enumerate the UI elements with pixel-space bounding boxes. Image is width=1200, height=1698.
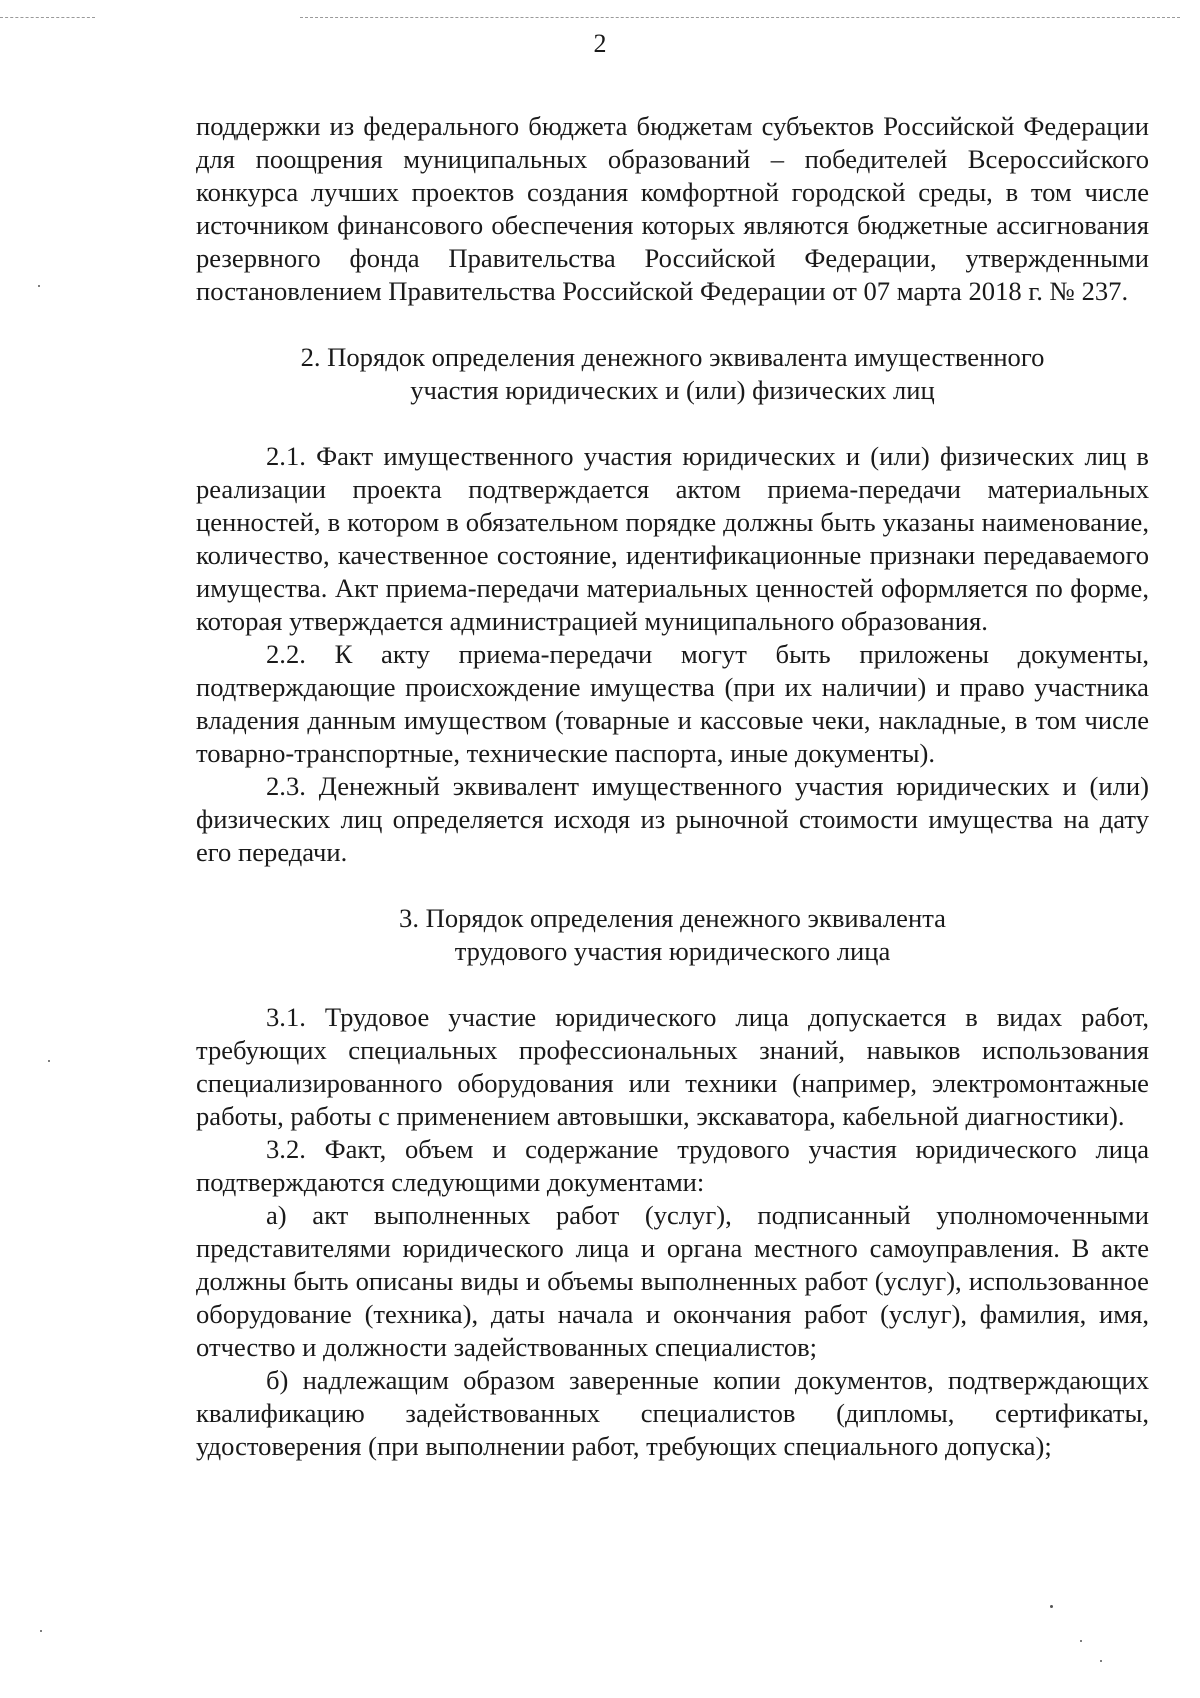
intro-paragraph: поддержки из федерального бюджета бюджетам субъектов Российской Федерации для поощрения муниципальных образований – победителей Всероссийского конкурса лучших проектов создания комфортной городской среды, в том числе источником финансового обеспечения которых являются бюджетные ассигнования резервного фонда Правительства Российской Федерации, утвержденными постановлением Правительства Российской Федерации от 07 марта 2018 г. № 237.	[196, 111, 1149, 306]
scan-speck	[1080, 1640, 1082, 1642]
paragraph-2-3: 2.3. Денежный эквивалент имущественного участия юридических и (или) физических лиц определяется исходя из рыночной стоимости имущества на дату его передачи.	[196, 771, 1149, 867]
scan-speck	[48, 1060, 50, 1062]
page-number: 2	[593, 29, 607, 58]
scan-speck	[38, 285, 40, 287]
paragraph-3-2-b: б) надлежащим образом заверенные копии документов, подтверждающих квалификацию задействованных специалистов (дипломы, сертификаты, удостоверения (при выполнении работ, требующих специального допуска);	[196, 1365, 1149, 1461]
section-3-heading	[196, 902, 1149, 968]
scan-speck	[1050, 1605, 1053, 1608]
section-2-heading-line-1: 2. Порядок определения денежного эквивалента имущественного	[300, 342, 1045, 372]
scan-speck	[1100, 1660, 1102, 1662]
scan-speck	[40, 1630, 42, 1632]
section-2-heading-line-2: участия юридических и (или) физических лиц	[410, 375, 935, 405]
paragraph-2-2: 2.2. К акту приема-передачи могут быть приложены документы, подтверждающие происхождение имущества (при их наличии) и право участника владения данным имуществом (товарные и кассовые чеки, накладные, в том числе товарно-транспортные, технические паспорта, иные документы).	[196, 639, 1149, 768]
document-body	[196, 110, 1149, 1463]
section-2-heading	[196, 341, 1149, 407]
section-3-heading-line-1: 3. Порядок определения денежного эквивалента	[399, 903, 946, 933]
paragraph-2-1: 2.1. Факт имущественного участия юридических и (или) физических лиц в реализации проекта подтверждается актом приема-передачи материальных ценностей, в котором в обязательном порядке должны быть указаны наименование, количество, качественное состояние, идентификационные признаки передаваемого имущества. Акт приема-передачи материальных ценностей оформляется по форме, которая утверждается администрацией муниципального образования.	[196, 441, 1149, 636]
paragraph-3-2: 3.2. Факт, объем и содержание трудового участия юридического лица подтверждаются следующими документами:	[196, 1134, 1149, 1197]
paragraph-3-2-a: а) акт выполненных работ (услуг), подписанный уполномоченными представителями юридического лица и органа местного самоуправления. В акте должны быть описаны виды и объемы выполненных работ (услуг), использованное оборудование (техника), даты начала и окончания работ (услуг), фамилия, имя, отчество и должности задействованных специалистов;	[196, 1200, 1149, 1362]
paragraph-3-1: 3.1. Трудовое участие юридического лица допускается в видах работ, требующих специальных профессиональных знаний, навыков использования специализированного оборудования или техники (например, электромонтажные работы, работы с применением автовышки, экскаватора, кабельной диагностики).	[196, 1002, 1149, 1131]
scan-edge-line	[0, 17, 95, 18]
scan-edge-line	[300, 17, 1180, 18]
section-3-heading-line-2: трудового участия юридического лица	[454, 936, 891, 966]
